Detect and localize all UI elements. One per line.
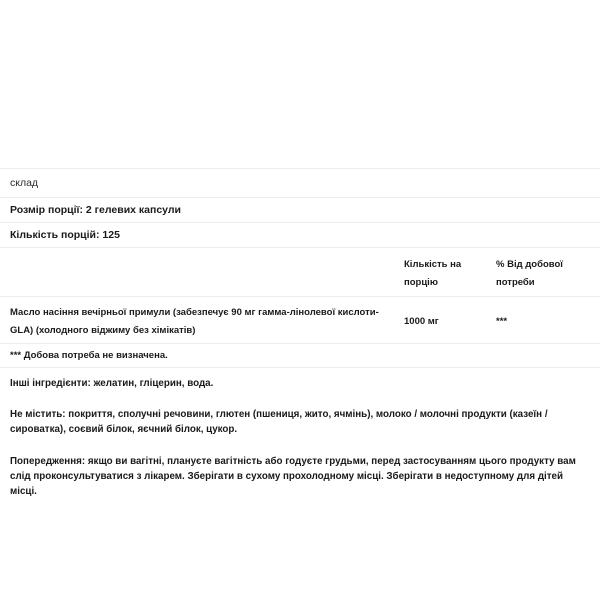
ingredient-amount: 1000 мг — [404, 316, 439, 327]
table-row — [0, 297, 600, 343]
row-cell-name — [10, 302, 404, 338]
servings-per-container-row — [0, 223, 600, 247]
row-cell-amount — [404, 311, 496, 329]
free-of-section — [0, 395, 600, 441]
header-cell-amount — [404, 254, 496, 290]
other-ingredients-text: Інші інгредієнти: желатин, гліцерин, вода. — [10, 378, 214, 389]
free-of-text: Не містить: покриття, сполучні речовини, глютен (пшениця, жито, ячмінь), молоко / молочні продукти (казеїн / сироватка), соєвий білок, яєчний білок, цукор. — [10, 409, 548, 435]
ingredient-daily-value: *** — [496, 316, 508, 327]
header-cell-daily-value — [496, 254, 592, 290]
row-cell-daily-value — [496, 311, 592, 329]
panel-title: склад — [10, 177, 39, 189]
servings-per-container-label: Кількість порцій: 125 — [10, 229, 120, 241]
warning-section — [0, 441, 600, 503]
top-spacer — [0, 0, 600, 168]
ingredient-name: Масло насіння вечірньої примули (забезпечує 90 мг гамма-лінолевої кислоти-GLA) (холодного віджиму без хімікатів) — [10, 307, 379, 336]
supplement-facts-panel — [0, 168, 600, 368]
warning-text: Попередження: якщо ви вагітні, плануєте вагітність або годуєте грудьми, перед застосуванням цього продукту вам слід проконсультуватися з лікарем. Зберігати в сухому прохолодному місці. Зберігати в недоступному для дітей місці. — [10, 456, 576, 497]
header-amount-label: Кількість на порцію — [404, 259, 462, 288]
other-ingredients-section — [0, 368, 600, 395]
header-daily-value-label: % Від добової потреби — [496, 259, 563, 288]
panel-title-row — [0, 169, 600, 197]
daily-value-footnote-row — [0, 344, 600, 367]
serving-size-label: Розмір порції: 2 гелевих капсули — [10, 204, 182, 216]
table-header-row — [0, 248, 600, 296]
daily-value-footnote: *** Добова потреба не визначена. — [10, 350, 168, 361]
serving-size-row — [0, 198, 600, 222]
